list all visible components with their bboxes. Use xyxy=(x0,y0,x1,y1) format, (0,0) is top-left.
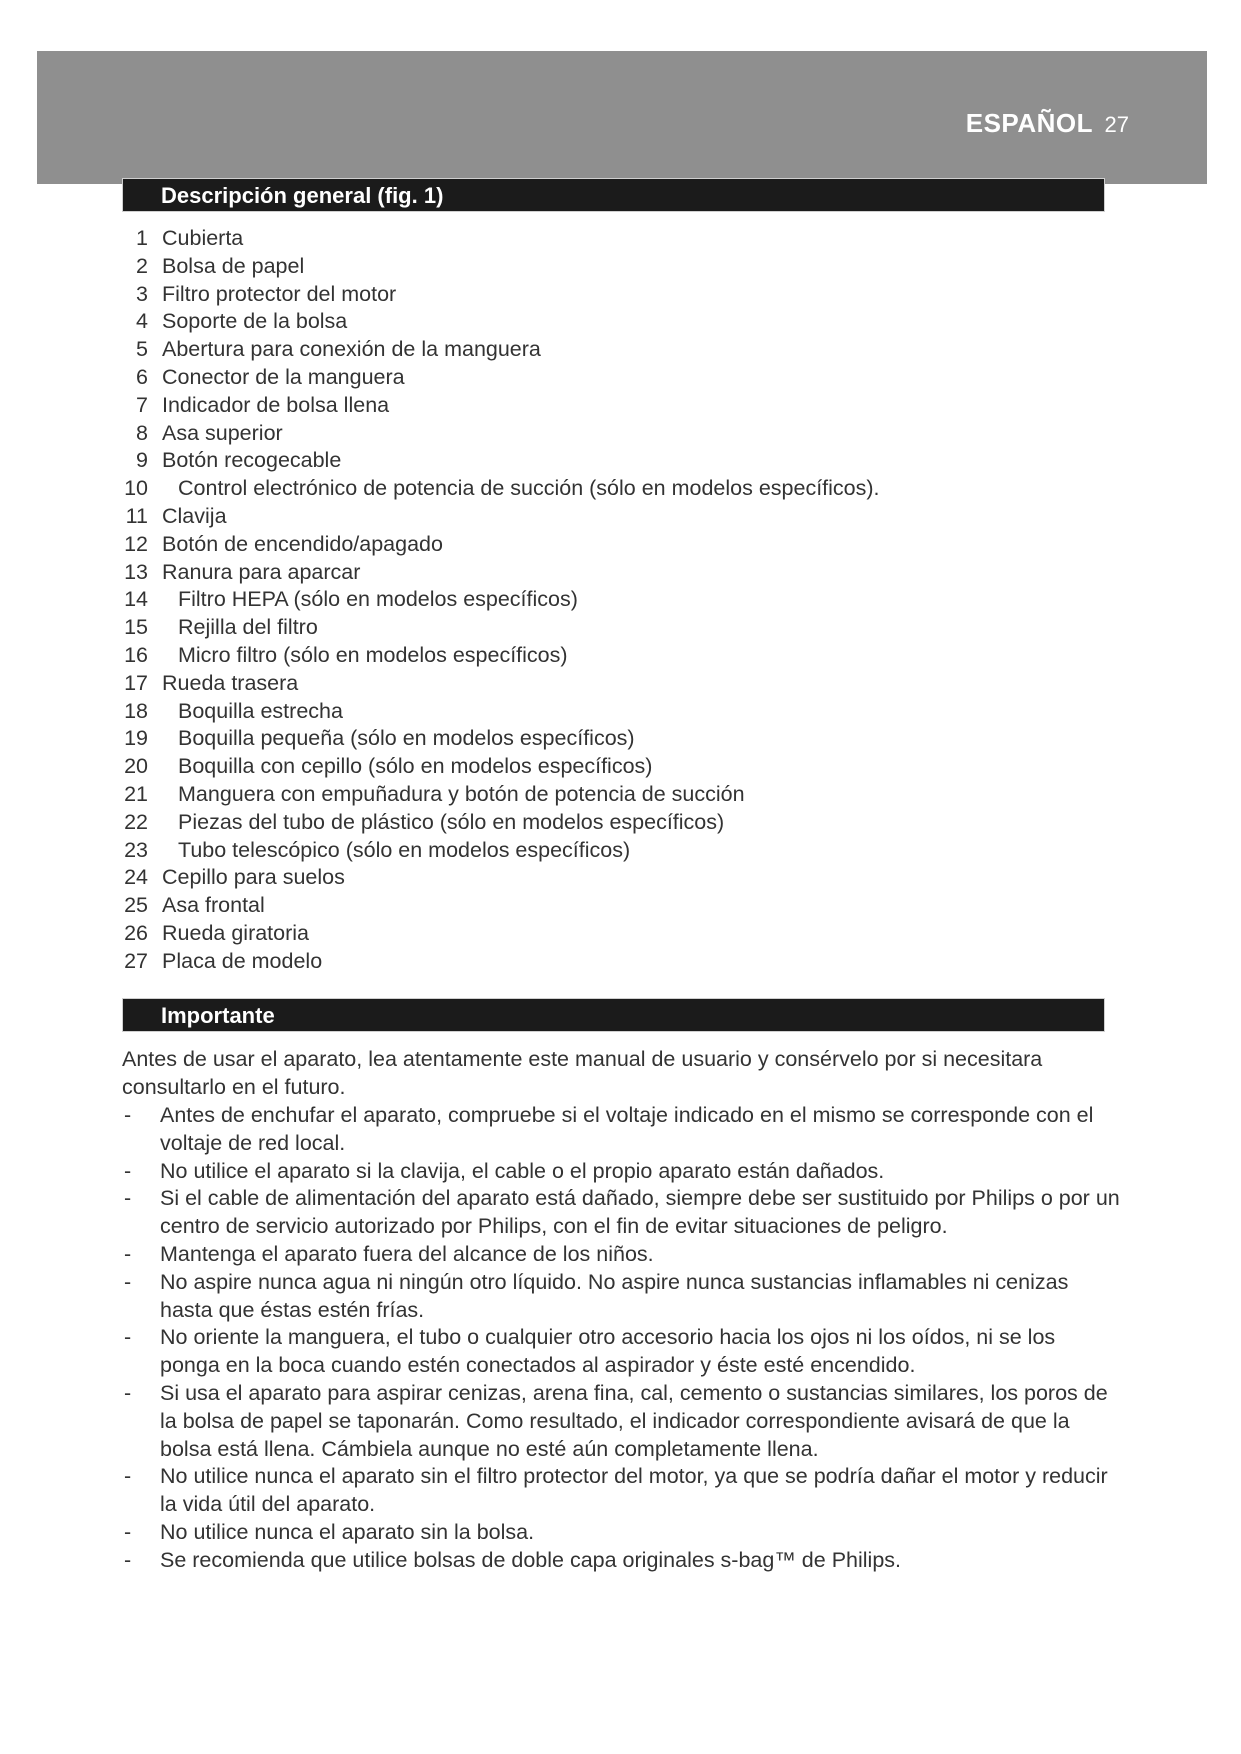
list-item xyxy=(112,475,880,503)
list-item xyxy=(112,559,880,587)
bullet-dash: - xyxy=(124,1325,132,1350)
part-number: 22 xyxy=(124,809,148,834)
part-number: 21 xyxy=(124,781,148,806)
warning-text: Mantenga el aparato fuera del alcance de los niños. xyxy=(160,1241,654,1266)
section-header-important xyxy=(122,998,1105,1032)
list-item xyxy=(112,725,880,753)
list-item xyxy=(112,503,880,531)
part-number: 13 xyxy=(124,559,148,584)
part-label: Boquilla pequeña (sólo en modelos específicos) xyxy=(178,726,635,751)
warning-text: Antes de enchufar el aparato, compruebe si el voltaje indicado en el mismo se corresponde con el voltaje de red local. xyxy=(160,1103,1094,1155)
list-item xyxy=(112,948,880,976)
part-number: 5 xyxy=(136,337,148,362)
part-number: 18 xyxy=(124,698,148,723)
list-item xyxy=(112,336,880,364)
part-label: Soporte de la bolsa xyxy=(162,309,348,334)
warning-text: Se recomienda que utilice bolsas de doble capa originales s-bag™ de Philips. xyxy=(160,1547,902,1572)
list-item xyxy=(122,1185,1120,1241)
list-item xyxy=(112,781,880,809)
part-number: 25 xyxy=(124,893,148,918)
list-item xyxy=(122,1324,1120,1380)
warning-text: No aspire nunca agua ni ningún otro líquido. No aspire nunca sustancias inflamables ni cenizas hasta que éstas estén frías. xyxy=(160,1269,1069,1322)
list-item xyxy=(112,586,880,614)
parts-list xyxy=(112,225,880,976)
bullet-dash: - xyxy=(124,1380,132,1405)
part-label: Manguera con empuñadura y botón de potencia de succión xyxy=(178,781,745,806)
list-item xyxy=(122,1241,1120,1269)
bullet-dash: - xyxy=(124,1519,132,1544)
page-number: 27 xyxy=(1104,112,1129,137)
part-label: Clavija xyxy=(162,503,227,528)
list-item xyxy=(112,614,880,642)
list-item xyxy=(112,920,880,948)
list-item xyxy=(112,837,880,865)
part-label: Conector de la manguera xyxy=(162,364,405,389)
list-item xyxy=(112,698,880,726)
list-item xyxy=(112,392,880,420)
part-number: 4 xyxy=(136,309,148,334)
part-number: 10 xyxy=(124,476,148,501)
part-label: Asa frontal xyxy=(162,893,265,918)
part-label: Abertura para conexión de la manguera xyxy=(162,337,541,362)
part-label: Indicador de bolsa llena xyxy=(162,392,390,417)
part-number: 17 xyxy=(124,670,148,695)
part-number: 11 xyxy=(125,503,148,528)
part-label: Cepillo para suelos xyxy=(162,865,345,890)
list-item xyxy=(122,1158,1120,1186)
part-number: 1 xyxy=(136,226,148,250)
part-label: Bolsa de papel xyxy=(162,253,305,278)
part-label: Boquilla con cepillo (sólo en modelos específicos) xyxy=(178,754,653,779)
language-label: ESPAÑOL xyxy=(965,108,1093,138)
list-item xyxy=(122,1463,1120,1519)
part-number: 15 xyxy=(124,615,148,640)
bullet-dash: - xyxy=(124,1241,132,1266)
part-label: Rejilla del filtro xyxy=(178,615,318,640)
part-label: Boquilla estrecha xyxy=(178,698,343,723)
section-title-overview: Descripción general (fig. 1) xyxy=(161,183,444,208)
part-number: 19 xyxy=(124,726,148,751)
bullet-dash: - xyxy=(124,1186,132,1211)
part-label: Filtro protector del motor xyxy=(162,281,397,306)
list-item xyxy=(122,1547,1120,1575)
list-item xyxy=(112,864,880,892)
part-number: 27 xyxy=(124,948,148,973)
bullet-dash: - xyxy=(124,1547,132,1572)
list-item xyxy=(112,642,880,670)
list-item xyxy=(122,1269,1120,1325)
part-number: 26 xyxy=(124,920,148,945)
list-item xyxy=(112,253,880,281)
part-number: 14 xyxy=(124,587,148,612)
warning-text: No utilice el aparato si la clavija, el cable o el propio aparato están dañados. xyxy=(160,1158,885,1183)
part-number: 3 xyxy=(136,281,148,306)
list-item xyxy=(122,1519,1120,1547)
intro-paragraph: Antes de usar el aparato, lea atentamente este manual de usuario y consérvelo por si necesitara consultarlo en el futuro. xyxy=(122,1047,1043,1099)
list-item xyxy=(122,1102,1120,1158)
list-item xyxy=(122,1380,1120,1463)
part-number: 6 xyxy=(136,364,148,389)
list-item xyxy=(112,753,880,781)
part-number: 7 xyxy=(136,392,148,417)
part-number: 23 xyxy=(124,837,148,862)
part-label: Cubierta xyxy=(162,226,244,250)
part-label: Filtro HEPA (sólo en modelos específicos) xyxy=(178,587,578,612)
list-item xyxy=(112,308,880,336)
bullet-dash: - xyxy=(124,1269,132,1294)
part-label: Botón recogecable xyxy=(162,448,342,473)
part-label: Control electrónico de potencia de succión (sólo en modelos específicos). xyxy=(178,476,880,501)
bullet-dash: - xyxy=(124,1158,132,1183)
list-item xyxy=(112,225,880,253)
list-item xyxy=(112,531,880,559)
part-label: Botón de encendido/apagado xyxy=(162,531,443,556)
part-label: Rueda giratoria xyxy=(162,920,310,945)
list-item xyxy=(112,281,880,309)
bullet-dash: - xyxy=(124,1103,132,1127)
warning-text: No utilice nunca el aparato sin la bolsa. xyxy=(160,1519,535,1544)
part-label: Piezas del tubo de plástico (sólo en modelos específicos) xyxy=(178,809,725,834)
warning-text: Si usa el aparato para aspirar cenizas, arena fina, cal, cemento o sustancias similares, los poros de la bolsa de papel se taponarán. Como resultado, el indicador correspondiente avisará de que la bolsa está llena. Cámbiela aunque no esté aún completamente llena. xyxy=(160,1380,1108,1461)
section-title-important: Importante xyxy=(161,1003,275,1028)
part-label: Tubo telescópico (sólo en modelos específicos) xyxy=(178,837,631,862)
list-item xyxy=(112,420,880,448)
warning-text: No utilice nunca el aparato sin el filtro protector del motor, ya que se podría dañar el motor y reducir la vida útil del aparato. xyxy=(160,1464,1108,1517)
list-item xyxy=(112,447,880,475)
bullet-dash: - xyxy=(124,1464,132,1489)
part-number: 2 xyxy=(136,253,148,278)
section-header-overview xyxy=(122,178,1105,212)
part-number: 12 xyxy=(124,531,148,556)
part-label: Ranura para aparcar xyxy=(162,559,361,584)
part-number: 16 xyxy=(124,642,148,667)
list-item xyxy=(112,809,880,837)
warning-text: Si el cable de alimentación del aparato está dañado, siempre debe ser sustituido por Philips o por un centro de servicio autorizado por Philips, con el fin de evitar situaciones de peligro. xyxy=(160,1186,1120,1239)
list-item xyxy=(112,892,880,920)
warning-text: No oriente la manguera, el tubo o cualquier otro accesorio hacia los ojos ni los oídos, ni se los ponga en la boca cuando estén conectados al aspirador y éste esté encendido. xyxy=(160,1325,1056,1378)
part-number: 9 xyxy=(136,448,148,473)
list-item xyxy=(112,364,880,392)
part-number: 8 xyxy=(136,420,148,445)
part-label: Asa superior xyxy=(162,420,283,445)
list-item xyxy=(112,670,880,698)
part-number: 20 xyxy=(124,754,148,779)
part-label: Placa de modelo xyxy=(162,948,323,973)
part-number: 24 xyxy=(124,865,148,890)
part-label: Rueda trasera xyxy=(162,670,299,695)
warnings-list xyxy=(122,1102,1122,1575)
part-label: Micro filtro (sólo en modelos específicos) xyxy=(178,642,568,667)
